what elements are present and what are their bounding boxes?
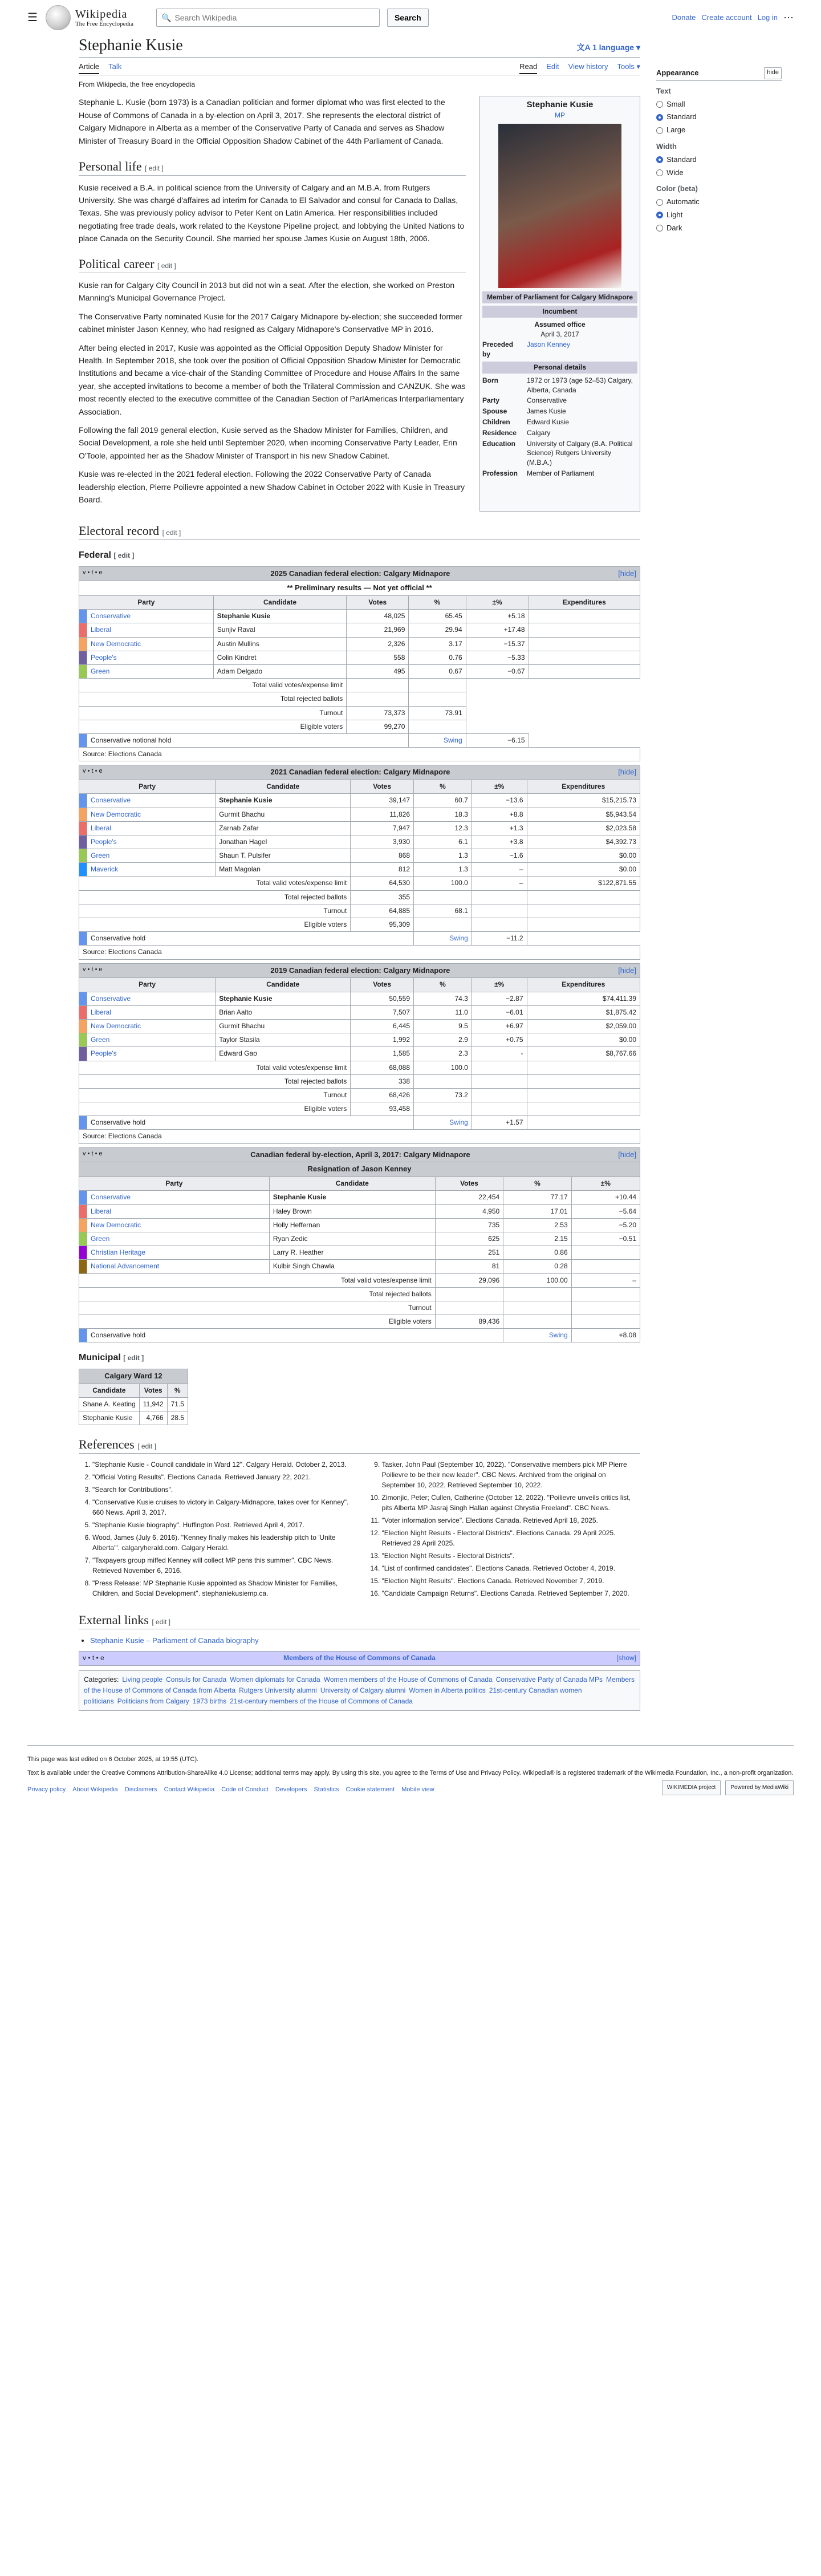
result-row: Liberal Haley Brown 4,950 17.01 −5.64	[79, 1204, 640, 1218]
reference-item: 3. "Search for Contributions".	[92, 1484, 351, 1495]
tab-read[interactable]: Read	[519, 61, 537, 74]
intro-paragraph: Stephanie L. Kusie (born 1973) is a Canadian politician and former diplomat who was first elected to the House of Commons of Canada in a by-election on April 3, 2017. She represents the electoral district of Calgary Midnapore in Alberta as a member of the Conservative Party of Canada and serves as Shadow Minister of Treasury Board in the Official Opposition Shadow Cabinet of the 44th Parliament of Canada.	[79, 98, 445, 145]
result-row: Liberal Brian Aalto 7,507 11.0 −6.01 $1,875.42	[79, 1005, 640, 1019]
infobox-incumbent: Incumbent	[482, 306, 637, 318]
footer-link[interactable]: Mobile view	[401, 1786, 434, 1794]
infobox-role[interactable]: Member of Parliament for Calgary Midnapore	[482, 291, 637, 303]
election-table-e2025: v • t • e 2025 Canadian federal election: Calgary Midnapore [hide] ** Preliminary results — Not yet official ** Party Candidate Votes % ±% Expenditures Conservative Stephanie Kusie 48,025 65.45 +5.18 Liberal Sunjiv Raval 21,969 29.94 +17.48 New Democratic Austin Mullins 2,326 3.17 −15.37 People's Colin Kindret 558 0.76 −5.33 Green Adam Delgado 495 0.67 −0.67 Total valid votes/expense limit Total rejected ballots Turnout 73,373 73.91 Eligible voters 99,270 Conservative notional hold Swing −6.15 Source: Elections Canada	[79, 566, 640, 762]
reference-item: 8. "Press Release: MP Stephanie Kusie appointed as Shadow Minister for Families, Children, and Social Development". stephaniekusiemp.ca.	[92, 1578, 351, 1599]
tab-history[interactable]: View history	[568, 62, 608, 71]
search-box[interactable]	[156, 9, 380, 27]
hide-link[interactable]: [hide]	[618, 569, 636, 578]
reference-item: 5. "Stephanie Kusie biography". Huffington Post. Retrieved April 4, 2017.	[92, 1520, 351, 1530]
result-row: National Advancement Kulbir Singh Chawla 81 0.28	[79, 1260, 640, 1273]
category-link[interactable]: Women in Alberta politics	[409, 1686, 486, 1694]
radio-option[interactable]: Automatic	[656, 196, 782, 208]
result-row: Christian Heritage Larry R. Heather 251 0.86	[79, 1246, 640, 1260]
navbox: v • t • e Members of the House of Commons of Canada [show]	[79, 1651, 640, 1665]
external-heading: External links	[79, 1613, 149, 1628]
donate-link[interactable]: Donate	[672, 13, 696, 22]
hide-button[interactable]: hide	[764, 67, 782, 79]
preceded-link[interactable]: Jason Kenney	[527, 340, 571, 349]
infobox-row: Residence Calgary	[482, 428, 551, 437]
result-row: Green Shaun T. Pulsifer 868 1.3 −1.6 $0.00	[79, 849, 640, 863]
references-list	[79, 1459, 640, 1601]
reference-item: 9. Tasker, John Paul (September 10, 2022). "Conservative members pick MP Pierre Poilievre to be their new leader". CBC News. Archived from the original on September 10, 2022. Retrieved September 10, 2022.	[382, 1459, 641, 1490]
municipal-table: Calgary Ward 12 Candidate Votes % Shane A. Keating 11,942 71.5 Stephanie Kusie 4,766 28.5	[79, 1369, 188, 1425]
category-link[interactable]: Conservative Party of Canada MPs	[495, 1675, 603, 1683]
category-link[interactable]: Consuls for Canada	[166, 1675, 227, 1683]
radio-option[interactable]: Standard	[656, 154, 782, 166]
hide-link[interactable]: [hide]	[618, 966, 636, 975]
edit-link[interactable]: [ edit ]	[157, 262, 176, 270]
radio-icon	[656, 127, 663, 134]
radio-icon	[656, 169, 663, 176]
tagline: The Free Encyclopedia	[75, 20, 133, 27]
reference-item: 13. "Election Night Results - Electoral Districts".	[382, 1551, 641, 1561]
political-p3: After being elected in 2017, Kusie was appointed as the Official Opposition Deputy Shadow Minister for Health. In September 2018, she took over the position of Official Opposition Shadow Minister for Democratic Institutions and became a vice-chair of the Standing Committee of Procedure and House Affairs In the same year, she accepted invitations to become a member of both the Trilateral Commission and CANZUK. She was most recently elected to the executive committee of the Canadian Section of ParlAmericas Interparliamentary Association.	[79, 343, 466, 416]
infobox-name: Stephanie Kusie	[526, 100, 594, 110]
language-button[interactable]: 文A 1 language ▾	[576, 43, 640, 52]
radio-option[interactable]: Dark	[656, 222, 782, 234]
radio-option[interactable]: Standard	[656, 111, 782, 123]
electoral-heading: Electoral record	[79, 524, 160, 538]
infobox-row: Spouse James Kusie	[482, 407, 566, 416]
result-row: Liberal Zarnab Zafar 7,947 12.3 +1.3 $2,023.58	[79, 821, 640, 835]
category-link[interactable]: Women diplomats for Canada	[230, 1675, 320, 1683]
category-link[interactable]: Members of the House of Commons of Canada from Alberta	[84, 1675, 635, 1694]
result-row: Green Ryan Zedic 625 2.15 −0.51	[79, 1232, 640, 1246]
create-account-link[interactable]: Create account	[701, 13, 752, 22]
footer-link[interactable]: Cookie statement	[346, 1786, 395, 1794]
political-p1: Kusie ran for Calgary City Council in 2013 but did not win a seat. After the election, she worked on Preston Manning's Municipal Governance Project.	[79, 281, 455, 303]
political-heading: Political career	[79, 257, 155, 271]
category-link[interactable]: Rutgers University alumni	[239, 1686, 317, 1694]
reference-item: 10. Zimonjic, Peter; Cullen, Catherine (October 12, 2022). "Poilievre unveils critics list, pits Alberta MP Jasraj Singh Hallan against Chrystia Freeland". CBC News.	[382, 1492, 641, 1513]
category-link[interactable]: Women members of the House of Commons of Canada	[323, 1675, 493, 1683]
result-row: New Democratic Gurmit Bhachu 6,445 9.5 +6.97 $2,059.00	[79, 1019, 640, 1033]
reference-item: 2. "Official Voting Results". Elections Canada. Retrieved January 22, 2021.	[92, 1472, 351, 1482]
reference-item: 6. Wood, James (July 6, 2016). "Kenney finally makes his leadership pitch to 'Unite Alberta'". calgaryherald.com. Calgary Herald.	[92, 1532, 351, 1553]
reference-item: 11. "Voter information service". Elections Canada. Retrieved April 18, 2025.	[382, 1515, 641, 1526]
result-row: Conservative Stephanie Kusie 48,025 65.45 +5.18	[79, 610, 640, 623]
personal-heading: Personal life	[79, 159, 142, 173]
radio-option[interactable]: Light	[656, 209, 782, 221]
wikipedia-logo[interactable]	[46, 5, 133, 30]
radio-icon	[656, 114, 663, 121]
edit-link[interactable]: [ edit ]	[162, 529, 181, 537]
political-p4: Following the fall 2019 general election, Kusie served as the Shadow Minister for Families, Children, and Social Development, a role she held until September 2020, when incoming Conservative Party Leader, Erin O'Toole, appointed her as the Shadow Minister of Transport in his new Shadow Cabinet.	[79, 425, 457, 460]
category-link[interactable]: University of Calgary alumni	[320, 1686, 406, 1694]
reference-item: 16. "Candidate Campaign Returns". Elections Canada. Retrieved September 7, 2020.	[382, 1588, 641, 1599]
result-row: People's Jonathan Hagel 3,930 6.1 +3.8 $4,392.73	[79, 835, 640, 849]
radio-option[interactable]: Wide	[656, 167, 782, 179]
result-row: Green Adam Delgado 495 0.67 −0.67	[79, 665, 640, 679]
result-row: Conservative Stephanie Kusie 39,147 60.7 −13.6 $15,215.73	[79, 794, 640, 808]
radio-option[interactable]: Large	[656, 124, 782, 136]
category-link[interactable]: 21st-century Canadian women politicians	[84, 1686, 582, 1705]
result-row: New Democratic Austin Mullins 2,326 3.17 −15.37	[79, 637, 640, 651]
globe-icon	[46, 5, 71, 30]
tools-menu[interactable]: Tools ▾	[617, 62, 640, 71]
more-icon[interactable]: ⋯	[783, 11, 794, 23]
infobox-row: Born 1972 or 1973 (age 52–53) Calgary, Alberta, Canada	[482, 376, 633, 394]
footer-link[interactable]: Privacy policy	[27, 1786, 66, 1794]
infobox-post[interactable]: MP	[555, 111, 565, 120]
reference-item: 7. "Taxpayers group miffed Kenney will collect MP pens this summer". CBC News. Retrieved November 6, 2016.	[92, 1555, 351, 1576]
search-icon: 🔍	[161, 13, 172, 22]
result-row: New Democratic Holly Heffernan 735 2.53 −5.20	[79, 1218, 640, 1232]
footer-link[interactable]: Disclaimers	[124, 1786, 157, 1794]
radio-option[interactable]: Small	[656, 99, 782, 111]
result-row: Maverick Matt Magolan 812 1.3 – $0.00	[79, 863, 640, 877]
category-link[interactable]: 1973 births	[192, 1697, 227, 1705]
infobox-row: Profession Member of Parliament	[482, 469, 595, 477]
external-link[interactable]: Stephanie Kusie – Parliament of Canada biography	[90, 1636, 259, 1645]
site-header	[0, 0, 821, 35]
reference-item: 4. "Conservative Kusie cruises to victory in Calgary-Midnapore, takes over for Kenney". 660 News. April 3, 2017.	[92, 1497, 351, 1518]
footer: This page was last edited on 6 October 2025, at 19:55 (UTC). Text is available under the Creative Commons Attribution-ShareAlike 4.0 License; additional terms may apply. By using this site, you agree to the Terms of Use and Privacy Policy. Wikipedia® is a registered trademark of the Wikimedia Foundation, Inc., a non-profit organization. Privacy policy About Wikipedia Disclaimers Contact Wikipedia Code of Conduct Developers Statistics Cookie statement Mobile view WIKIMEDIA project Powered by MediaWiki	[27, 1745, 794, 1804]
hide-link[interactable]: [hide]	[618, 768, 636, 777]
main-menu-icon[interactable]: ☰	[27, 11, 38, 24]
radio-icon	[656, 101, 663, 108]
radio-icon	[656, 225, 663, 232]
political-p5: Kusie was re-elected in the 2021 federal election. Following the 2022 Conservative Party of Canada leadership election, Pierre Poilievre appointed a new Shadow Cabinet in October 2022 with Kusie in Treasury Board.	[79, 469, 465, 504]
election-table-e2019: v • t • e 2019 Canadian federal election: Calgary Midnapore [hide] Party Candidate Votes % ±% Expenditures Conservative Stephanie Kusie 50,559 74.3 −2.87 $74,411.39 Liberal Brian Aalto 7,507 11.0 −6.01 $1,875.42 New Democratic Gurmit Bhachu 6,445 9.5 +6.97 $2,059.00 Green Taylor Stasila 1,992 2.9 +0.75 $0.00 People's Edward Gao 1,585 2.3 - $8,767.66 Total valid votes/expense limit 68,088 100.0 Total rejected ballots 338 Turnout 68,426 73.2 Eligible voters 93,458 Conservative hold Swing +1.57 Source: Elections Canada	[79, 963, 640, 1144]
edit-link[interactable]: [ edit ]	[145, 164, 164, 172]
tab-edit[interactable]: Edit	[546, 62, 559, 71]
result-row: Liberal Sunjiv Raval 21,969 29.94 +17.48	[79, 623, 640, 637]
result-row: New Democratic Gurmit Bhachu 11,826 18.3 +8.8 $5,943.54	[79, 808, 640, 821]
infobox: Stephanie Kusie MP Member of Parliament for Calgary Midnapore Incumbent Assumed office April 3, 2017 Preceded by Jason Kenney Personal details Born 1972 or 1973 (age 52–53) Calgary, Alberta, Canada Party Conservative Spouse James Kusie Children Edward Kusie Residence Calgary Education University of Calgary (B.A. Political Science) Rutgers University (M.B.A.) Profession Member of Parliament	[479, 96, 640, 512]
reference-item: 15. "Election Night Results". Elections Canada. Retrieved November 7, 2019.	[382, 1576, 641, 1586]
footer-link[interactable]: Code of Conduct	[221, 1786, 269, 1794]
appearance-panel: Appearance hide Text Small Standard Large Width Standard Wide Color (beta) Automatic Light Dark	[656, 35, 782, 1711]
election-table-e2021: v • t • e 2021 Canadian federal election: Calgary Midnapore [hide] Party Candidate Votes % ±% Expenditures Conservative Stephanie Kusie 39,147 60.7 −13.6 $15,215.73 New Democratic Gurmit Bhachu 11,826 18.3 +8.8 $5,943.54 Liberal Zarnab Zafar 7,947 12.3 +1.3 $2,023.58 People's Jonathan Hagel 3,930 6.1 +3.8 $4,392.73 Green Shaun T. Pulsifer 868 1.3 −1.6 $0.00 Maverick Matt Magolan 812 1.3 – $0.00 Total valid votes/expense limit 64,530 100.0 – $122,871.55 Total rejected ballots 355 Turnout 64,885 68.1 Eligible voters 95,309 Conservative hold Swing −11.2 Source: Elections Canada	[79, 765, 640, 959]
from-line: From Wikipedia, the free encyclopedia	[79, 80, 196, 89]
footer-link[interactable]: Contact Wikipedia	[164, 1786, 215, 1794]
election-table-e2017: v • t • e Canadian federal by-election, April 3, 2017: Calgary Midnapore [hide] Resignation of Jason Kenney Party Candidate Votes % ±% Conservative Stephanie Kusie 22,454 77.17 +10.44 Liberal Haley Brown 4,950 17.01 −5.64 New Democratic Holly Heffernan 735 2.53 −5.20 Green Ryan Zedic 625 2.15 −0.51 Christian Heritage Larry R. Heather 251 0.86 National Advancement Kulbir Singh Chawla 81 0.28 Total valid votes/expense limit 29,096 100.00 – Total rejected ballots Turnout Eligible voters 89,436 Conservative hold Swing +8.08	[79, 1147, 640, 1343]
reference-item: 1. "Stephanie Kusie - Council candidate in Ward 12". Calgary Herald. October 2, 2013.	[92, 1459, 351, 1470]
search-input[interactable]	[174, 13, 375, 22]
footer-link[interactable]: Statistics	[314, 1786, 339, 1794]
search-button[interactable]: Search	[387, 9, 429, 27]
result-row: People's Colin Kindret 558 0.76 −5.33	[79, 651, 640, 664]
mediawiki-badge[interactable]: Powered by MediaWiki	[725, 1780, 794, 1795]
result-row: Conservative Stephanie Kusie 50,559 74.3 −2.87 $74,411.39	[79, 992, 640, 1005]
radio-icon	[656, 199, 663, 206]
radio-icon	[656, 212, 663, 218]
footer-link[interactable]: About Wikipedia	[72, 1786, 118, 1794]
infobox-row: Children Edward Kusie	[482, 417, 570, 426]
tab-talk[interactable]: Talk	[108, 62, 122, 71]
category-link[interactable]: 21st-century members of the House of Commons of Canada	[230, 1697, 413, 1705]
portrait-photo[interactable]	[498, 124, 621, 288]
hide-link[interactable]: [hide]	[618, 1150, 636, 1159]
page-title: Stephanie Kusie	[79, 36, 183, 54]
reference-item: 12. "Election Night Results - Electoral Districts". Elections Canada. 29 April 2025. Retrieved 29 April 2025.	[382, 1528, 641, 1548]
category-link[interactable]: Living people	[122, 1675, 163, 1683]
categories: Categories: Living people Consuls for Canada Women diplomats for Canada Women members of the House of Commons of Canada Conservative Party of Canada MPs Members of the House of Commons of Canada from Alberta Rutgers University alumni University of Calgary alumni Women in Alberta politics 21st-century Canadian women politicians Politicians from Calgary 1973 births 21st-century members of the House of Commons of Canada	[79, 1670, 640, 1711]
login-link[interactable]: Log in	[757, 13, 778, 22]
result-row: People's Edward Gao 1,585 2.3 - $8,767.66	[79, 1047, 640, 1061]
radio-icon	[656, 156, 663, 163]
infobox-row: Party Conservative	[482, 396, 567, 405]
result-row: Conservative Stephanie Kusie 22,454 77.17 +10.44	[79, 1191, 640, 1204]
personal-text: Kusie received a B.A. in political science from the University of Calgary and an M.B.A. from Rutgers University. She was chargé d'affaires ad interim for Canada to El Salvador and consul for Canada to Dallas, Texas. She was previously policy advisor to Peter Kent on Latin America. Her responsibilities included negotiating free trade deals, work related to the Keystone Pipeline project, and lobbying the United Nations to place Canada on the Security Council. She married her spouse James Kusie on August 18th, 2006.	[79, 182, 465, 244]
footer-link[interactable]: Developers	[275, 1786, 307, 1794]
wordmark: Wikipedia	[75, 7, 128, 21]
infobox-row: Education University of Calgary (B.A. Political Science) Rutgers University (M.B.A.)	[482, 439, 633, 467]
result-row: Green Taylor Stasila 1,992 2.9 +0.75 $0.00	[79, 1033, 640, 1047]
reference-item: 14. "List of confirmed candidates". Elections Canada. Retrieved October 4, 2019.	[382, 1563, 641, 1573]
references-heading: References	[79, 1437, 135, 1452]
navbox-show[interactable]: [show]	[616, 1654, 636, 1662]
tab-article[interactable]: Article	[79, 61, 99, 74]
political-p2: The Conservative Party nominated Kusie for the 2017 Calgary Midnapore by-election; she succeeded former cabinet minister Jason Kenney, who had resigned as Calgary Midnapore's Conservative MP in 2016.	[79, 311, 463, 334]
category-link[interactable]: Politicians from Calgary	[117, 1697, 189, 1705]
wikimedia-badge[interactable]: WIKIMEDIA project	[662, 1780, 721, 1795]
